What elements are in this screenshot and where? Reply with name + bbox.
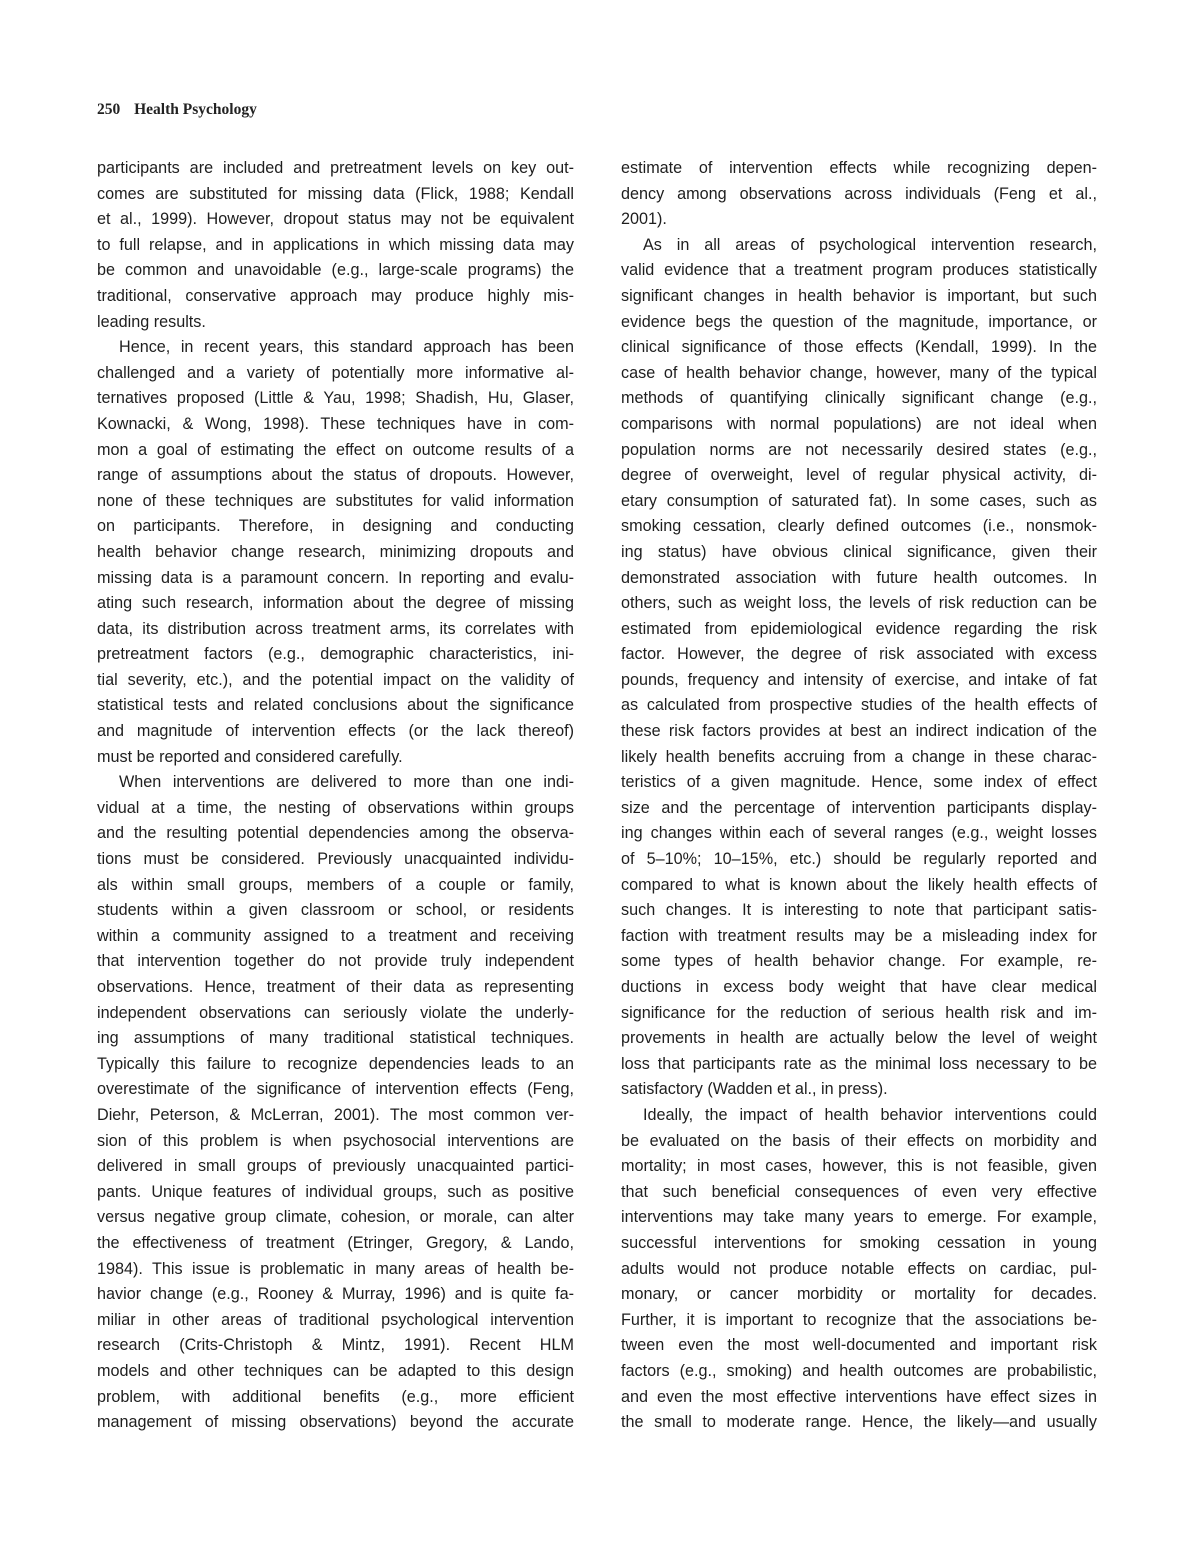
text-line: others, such as weight loss, the levels of risk reduction can be <box>621 594 1097 613</box>
text-line: that intervention together do not provide truly independent <box>97 952 574 971</box>
text-line: provements in health are actually below the level of weight <box>621 1029 1097 1048</box>
text-line: comparisons with normal populations) are not ideal when <box>621 414 1097 433</box>
text-line: and the resulting potential dependencies among the observa- <box>97 824 574 843</box>
text-line: tween even the most well-documented and important risk <box>621 1336 1097 1355</box>
text-line: Diehr, Peterson, & McLerran, 2001). The most common ver- <box>97 1105 574 1124</box>
text-line: be evaluated on the basis of their effects on morbidity and <box>621 1131 1097 1150</box>
text-line: these risk factors provides at best an indirect indication of the <box>621 722 1097 741</box>
text-line: overestimate of the significance of intervention effects (Feng, <box>97 1080 574 1099</box>
text-line: of 5–10%; 10–15%, etc.) should be regularly reported and <box>621 850 1097 869</box>
text-line: pounds, frequency and intensity of exercise, and intake of fat <box>621 670 1097 689</box>
text-line: mon a goal of estimating the effect on outcome results of a <box>97 440 574 459</box>
text-line: and even the most effective interventions have effect sizes in <box>621 1387 1097 1406</box>
text-line: faction with treatment results may be a misleading index for <box>621 926 1097 945</box>
text-line: methods of quantifying clinically significant change (e.g., <box>621 389 1097 408</box>
text-line: satisfactory (Wadden et al., in press). <box>621 1080 888 1099</box>
text-line: case of health behavior change, however, many of the typical <box>621 363 1097 382</box>
text-line: valid evidence that a treatment program produces statistically <box>621 261 1097 280</box>
text-line: demonstrated association with future health outcomes. In <box>621 568 1097 587</box>
book-title: Health Psychology <box>134 101 257 118</box>
text-line: health behavior change research, minimizing dropouts and <box>97 542 574 561</box>
text-line: teristics of a given magnitude. Hence, some index of effect <box>621 773 1097 792</box>
text-line: traditional, conservative approach may produce highly mis- <box>97 286 574 305</box>
text-line: data, its distribution across treatment arms, its correlates with <box>97 619 574 638</box>
text-line: population norms are not necessarily desired states (e.g., <box>621 440 1097 459</box>
text-line: ductions in excess body weight that have clear medical <box>621 978 1097 996</box>
right-column <box>621 156 1097 1436</box>
text-line: the effectiveness of treatment (Etringer, Gregory, & Lando, <box>97 1233 574 1252</box>
text-line: to full relapse, and in applications in which missing data may <box>97 235 574 254</box>
text-line: size and the percentage of intervention participants display- <box>621 798 1097 817</box>
text-line: 1984). This issue is problematic in many areas of health be- <box>97 1259 574 1278</box>
running-head <box>97 101 257 119</box>
text-line: observations. Hence, treatment of their data as representing <box>97 978 574 996</box>
text-line: leading results. <box>97 312 206 331</box>
text-line: factors (e.g., smoking) and health outcomes are probabilistic, <box>621 1361 1097 1380</box>
text-line: dency among observations across individuals (Feng et al., <box>621 184 1097 203</box>
text-line: sion of this problem is when psychosocial interventions are <box>97 1131 574 1150</box>
text-line: be common and unavoidable (e.g., large-scale programs) the <box>97 261 574 280</box>
text-line: within a community assigned to a treatment and receiving <box>97 926 574 945</box>
text-line: Ideally, the impact of health behavior interventions could <box>643 1105 1097 1124</box>
text-line: factor. However, the degree of risk associated with excess <box>621 645 1097 664</box>
left-column <box>97 156 574 1436</box>
text-line: clinical significance of those effects (Kendall, 1999). In the <box>621 338 1097 357</box>
text-line: etary consumption of saturated fat). In some cases, such as <box>621 491 1097 510</box>
text-line: problem, with additional benefits (e.g., more efficient <box>97 1387 574 1406</box>
text-line: degree of overweight, level of regular physical activity, di- <box>621 466 1097 485</box>
text-line: must be reported and considered carefully. <box>97 747 403 766</box>
page-number: 250 <box>97 101 121 118</box>
text-line: significant changes in health behavior is important, but such <box>621 286 1097 305</box>
text-line: such changes. It is interesting to note that participant satis- <box>621 901 1097 920</box>
text-line: models and other techniques can be adapted to this design <box>97 1361 574 1380</box>
text-line: on participants. Therefore, in designing and conducting <box>97 517 574 536</box>
text-line: versus negative group climate, cohesion, or morale, can alter <box>97 1208 574 1227</box>
text-line: compared to what is known about the likely health effects of <box>621 875 1097 894</box>
text-line: likely health benefits accruing from a change in these charac- <box>621 747 1097 766</box>
text-line: ternatives proposed (Little & Yau, 1998; Shadish, Hu, Glaser, <box>97 389 574 408</box>
text-line: monary, or cancer morbidity or mortality for decades. <box>621 1285 1097 1304</box>
text-line: tions must be considered. Previously unacquainted individu- <box>97 850 574 869</box>
text-line: range of assumptions about the status of dropouts. However, <box>97 466 574 485</box>
text-line: estimated from epidemiological evidence regarding the risk <box>621 619 1097 638</box>
text-line: challenged and a variety of potentially more informative al- <box>97 363 574 382</box>
text-line: adults would not produce notable effects on cardiac, pul- <box>621 1259 1097 1278</box>
text-line: missing data is a paramount concern. In reporting and evalu- <box>97 568 574 587</box>
text-line: Further, it is important to recognize that the associations be- <box>621 1310 1097 1329</box>
text-line: statistical tests and related conclusions about the significance <box>97 696 574 715</box>
text-line: students within a given classroom or school, or residents <box>97 901 574 920</box>
text-line: research (Crits-Christoph & Mintz, 1991). Recent HLM <box>97 1336 574 1355</box>
text-line: loss that participants rate as the minimal loss necessary to be <box>621 1054 1097 1073</box>
text-line: 2001). <box>621 210 667 229</box>
text-line: miliar in other areas of traditional psychological intervention <box>97 1310 574 1329</box>
text-line: When interventions are delivered to more than one indi- <box>119 773 574 792</box>
text-line: tial severity, etc.), and the potential impact on the validity of <box>97 670 574 689</box>
text-line: pants. Unique features of individual groups, such as positive <box>97 1182 574 1201</box>
text-line: estimate of intervention effects while recognizing depen- <box>621 159 1097 177</box>
text-line: delivered in small groups of previously unacquainted partici- <box>97 1157 574 1176</box>
text-line: evidence begs the question of the magnitude, importance, or <box>621 312 1097 331</box>
text-line: management of missing observations) beyond the accurate <box>97 1413 574 1432</box>
text-line: havior change (e.g., Rooney & Murray, 1996) and is quite fa- <box>97 1285 574 1304</box>
text-line: As in all areas of psychological intervention research, <box>643 235 1097 254</box>
text-line: smoking cessation, clearly defined outcomes (i.e., nonsmok- <box>621 517 1097 536</box>
text-line: comes are substituted for missing data (Flick, 1988; Kendall <box>97 184 574 203</box>
text-line: Typically this failure to recognize dependencies leads to an <box>97 1054 574 1073</box>
text-line: interventions may take many years to emerge. For example, <box>621 1208 1097 1227</box>
text-line: significance for the reduction of serious health risk and im- <box>621 1003 1097 1022</box>
text-line: mortality; in most cases, however, this is not feasible, given <box>621 1157 1097 1176</box>
text-line: that such beneficial consequences of even very effective <box>621 1182 1097 1201</box>
text-line: ing changes within each of several ranges (e.g., weight losses <box>621 824 1097 843</box>
text-line: the small to moderate range. Hence, the likely—and usually <box>621 1413 1097 1432</box>
text-line: and magnitude of intervention effects (or the lack thereof) <box>97 722 574 741</box>
text-line: as calculated from prospective studies of the health effects of <box>621 696 1097 715</box>
text-line: successful interventions for smoking cessation in young <box>621 1233 1097 1252</box>
text-line: independent observations can seriously violate the underly- <box>97 1003 574 1022</box>
text-line: Hence, in recent years, this standard approach has been <box>119 338 574 357</box>
text-line: et al., 1999). However, dropout status may not be equivalent <box>97 210 574 229</box>
text-line: ing assumptions of many traditional statistical techniques. <box>97 1029 574 1048</box>
text-line: participants are included and pretreatment levels on key out- <box>97 159 574 177</box>
text-line: ing status) have obvious clinical significance, given their <box>621 542 1097 561</box>
text-line: none of these techniques are substitutes for valid information <box>97 491 574 510</box>
text-line: pretreatment factors (e.g., demographic characteristics, ini- <box>97 645 574 664</box>
text-line: vidual at a time, the nesting of observations within groups <box>97 798 574 817</box>
text-line: Kownacki, & Wong, 1998). These techniques have in com- <box>97 414 574 433</box>
text-line: some types of health behavior change. For example, re- <box>621 952 1097 971</box>
text-line: als within small groups, members of a couple or family, <box>97 875 574 894</box>
text-line: ating such research, information about the degree of missing <box>97 594 574 613</box>
